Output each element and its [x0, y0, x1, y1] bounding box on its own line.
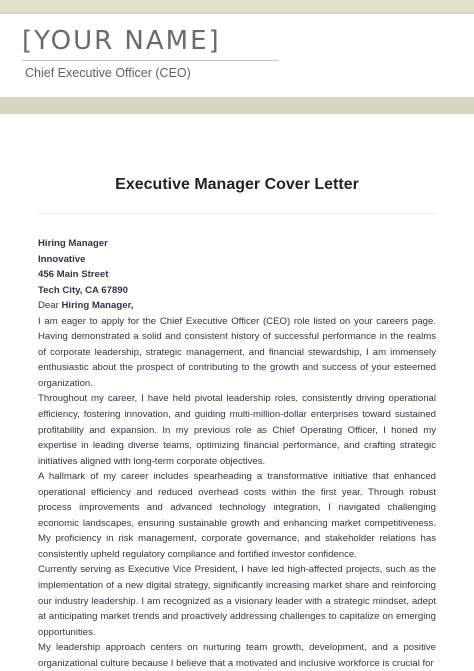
name-divider [22, 60, 278, 61]
recipient-street: 456 Main Street [38, 269, 109, 281]
top-accent-band [0, 0, 474, 14]
salutation [38, 298, 436, 314]
body-paragraph-4: Currently serving as Executive Vice President, I have led high-affected projects, such as the implementation of a new digital strategy, significantly increasing market share and reinforcing our industry leadership. I am recognized as a visionary leader with a strategic mindset, adept at anticipating market trends and proactively addressing challenges to capitalize on emerging opportunities. [38, 564, 436, 638]
recipient-company: Innovative [38, 253, 86, 265]
sender-name: [YOUR NAME] [22, 26, 221, 56]
salutation-name: Hiring Manager, [61, 300, 134, 312]
top-accent-band-inner [0, 0, 474, 12]
salutation-prefix: Dear [38, 300, 59, 312]
body-paragraph-1: I am eager to apply for the Chief Executive Officer (CEO) role listed on your careers page. Having demonstrated a solid and consistent history of successful performance in the realms of corporate leadership, strategic management, and financial stewardship, I am immensely enthusiastic about the prospect of contributing to the growth and success of your esteemed organization. [38, 315, 436, 389]
letter-content [38, 236, 436, 671]
sender-role: Chief Executive Officer (CEO) [25, 66, 191, 80]
body-paragraph-3: A hallmark of my career includes spearheading a transformative initiative that enhanced operational efficiency and reduced overhead costs within the first year. Through robust process improvements and advanced technology integration, I navigated challenging economic landscapes, ensuring sustainable growth and enhancing market competitiveness. My proficiency in risk management, corporate governance, and stakeholder relations has consistently upheld regulatory compliance and fortified investor confidence. [38, 471, 436, 560]
body-paragraph-2: Throughout my career, I have held pivotal leadership roles, consistently driving operational efficiency, fostering innovation, and guiding multi-million-dollar enterprises toward sustained profitability and expansion. In my previous role as Chief Operating Officer, I honed my expertise in leading diverse teams, optimizing financial performance, and crafting strategic initiatives aligned with long-term corporate objectives. [38, 393, 436, 467]
recipient-city: Tech City, CA 67890 [38, 284, 128, 296]
recipient-title: Hiring Manager [38, 238, 108, 249]
header-accent-band [0, 97, 474, 114]
body-paragraph-5: My leadership approach centers on nurturing team growth, development, and a positive organizational culture because I believe that a motivated and inclusive workforce is crucial for [38, 642, 436, 669]
document-title: Executive Manager Cover Letter [115, 176, 359, 193]
title-divider [38, 213, 436, 214]
